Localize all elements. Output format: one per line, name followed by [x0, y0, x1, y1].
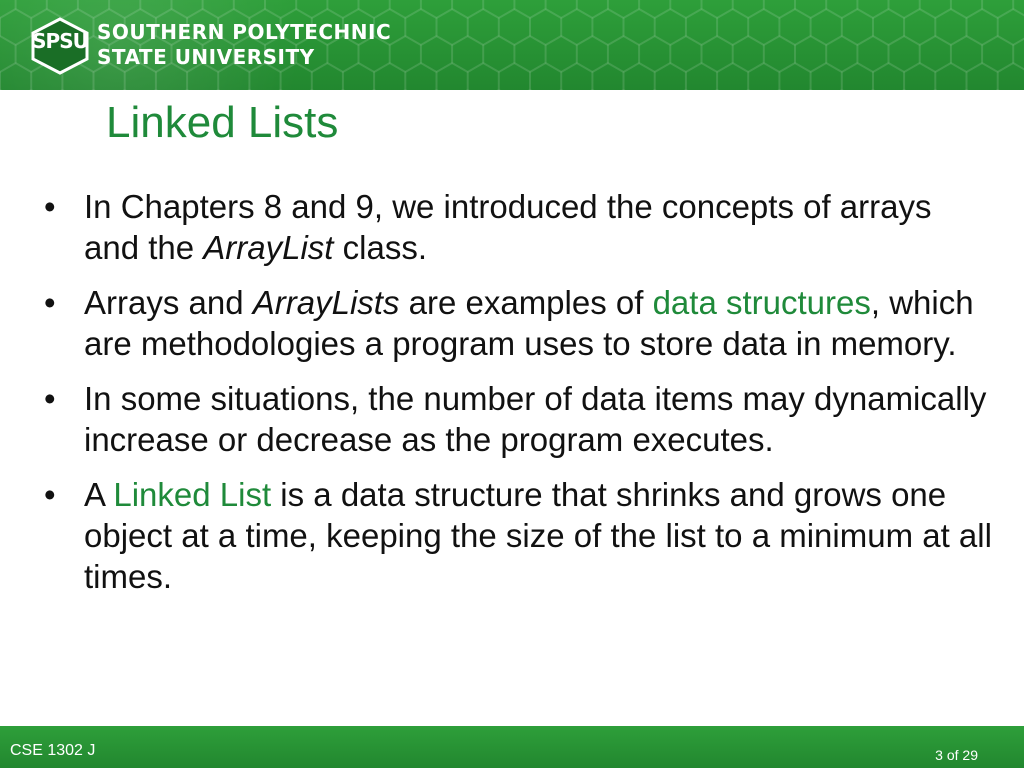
- slide-title: Linked Lists: [106, 98, 339, 147]
- hexagon-cell: [982, 0, 1013, 18]
- hexagon-cell: [904, 63, 935, 90]
- bullet-text: are examples of: [399, 284, 653, 321]
- hexagon-cell: [109, 0, 140, 18]
- bullet-icon: •: [44, 284, 56, 321]
- university-name-line2: STATE UNIVERSITY: [97, 45, 315, 69]
- hexagon-cell: [748, 63, 779, 90]
- bullet-list: [44, 186, 994, 611]
- hexagon-cell: [920, 0, 951, 18]
- hexagon-cell: [608, 0, 639, 18]
- bullet-icon: •: [44, 380, 56, 417]
- hexagon-cell: [437, 63, 468, 90]
- hexagon-cell: [624, 63, 655, 90]
- hexagon-cell: [374, 63, 405, 90]
- data-structures-term: data structures: [652, 284, 871, 321]
- hexagon-cell: [779, 63, 810, 90]
- hexagon-cell: [717, 63, 748, 90]
- hexagon-cell: [998, 9, 1024, 45]
- hexagon-cell: [78, 0, 109, 18]
- hexagon-cell: [327, 0, 358, 18]
- hexagon-cell: [530, 63, 561, 90]
- hexagon-cell: [889, 0, 920, 18]
- hexagon-cell: [296, 0, 327, 18]
- hexagon-cell: [234, 0, 265, 18]
- bullet-text: is a data structure that shrinks and grows one object at a time, keeping the size of the list to a minimum at all times.: [84, 476, 992, 595]
- header-banner: [0, 0, 1024, 90]
- hexagon-cell: [670, 0, 701, 18]
- bullet-icon: •: [44, 188, 56, 225]
- hexagon-cell: [16, 0, 47, 18]
- hexagon-cell: [811, 63, 842, 90]
- hexagon-cell: [452, 0, 483, 18]
- page-number: 3 of 29: [935, 747, 978, 763]
- hexagon-cell: [577, 0, 608, 18]
- hexagon-cell: [733, 0, 764, 18]
- hexagon-cell: [390, 0, 421, 18]
- hexagon-cell: [686, 63, 717, 90]
- hexagon-cell: [499, 63, 530, 90]
- course-label: CSE 1302 J: [10, 742, 96, 759]
- hexagon-cell: [421, 0, 452, 18]
- hexagon-cell: [935, 63, 966, 90]
- hexagon-cell: [468, 63, 499, 90]
- bullet-text: class.: [333, 229, 428, 266]
- hexagon-cell: [873, 63, 904, 90]
- hexagon-cell: [592, 63, 623, 90]
- hexagon-cell: [795, 0, 826, 18]
- bullet-text: , which are methodologies a program uses to store data in memory.: [84, 284, 974, 362]
- hexagon-cell: [857, 0, 888, 18]
- hexagon-cell: [764, 0, 795, 18]
- university-name-line1: SOUTHERN POLYTECHNIC: [97, 20, 392, 44]
- arraylist-term: ArrayList: [203, 229, 334, 266]
- hexagon-cell: [172, 0, 203, 18]
- hexagon-cell: [967, 63, 998, 90]
- bullet-text: In Chapters 8 and 9, we introduced the concepts of arrays and the: [84, 188, 932, 266]
- hexagon-cell: [655, 63, 686, 90]
- hexagon-cell: [359, 0, 390, 18]
- hexagon-cell: [0, 63, 31, 90]
- hexagon-cell: [405, 63, 436, 90]
- hexagon-cell: [203, 0, 234, 18]
- hexagon-cell: [546, 0, 577, 18]
- hexagon-cell: [343, 63, 374, 90]
- hexagon-cell: [483, 0, 514, 18]
- bullet-text: In some situations, the number of data items may dynamically increase or decrease as the program executes.: [84, 380, 987, 458]
- bullet-text: A: [84, 476, 114, 513]
- hexagon-cell: [47, 0, 78, 18]
- hexagon-cell: [265, 0, 296, 18]
- hexagon-cell: [312, 63, 343, 90]
- arraylists-term: ArrayLists: [252, 284, 400, 321]
- footer-bar: [0, 726, 1024, 768]
- hexagon-cell: [561, 63, 592, 90]
- bullet-item: [44, 474, 994, 597]
- hexagon-cell: [140, 0, 171, 18]
- hexagon-cell: [639, 0, 670, 18]
- hexagon-cell: [0, 0, 16, 18]
- hexagon-cell: [514, 0, 545, 18]
- hexagon-cell: [826, 0, 857, 18]
- hexagon-cell: [951, 0, 982, 18]
- hexagon-cell: [998, 63, 1024, 90]
- bullet-text: Arrays and: [84, 284, 253, 321]
- bullet-item: [44, 378, 994, 460]
- hexagon-cell: [702, 0, 733, 18]
- bullet-item: [44, 282, 994, 364]
- bullet-icon: •: [44, 476, 56, 513]
- logo-text: SPSU: [32, 29, 88, 53]
- bullet-item: [44, 186, 994, 268]
- linked-list-term: Linked List: [113, 476, 272, 513]
- hexagon-cell: [842, 63, 873, 90]
